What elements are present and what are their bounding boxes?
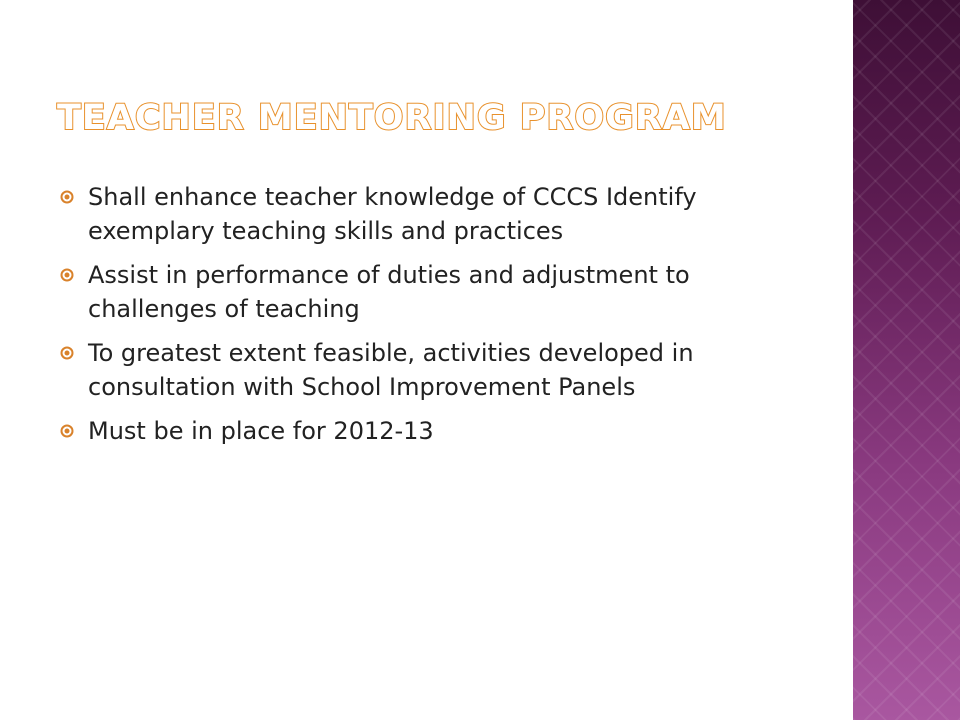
bullet-item bbox=[60, 414, 760, 448]
bullet-list bbox=[60, 180, 760, 458]
bullet-text: Assist in performance of duties and adjustment to challenges of teaching bbox=[88, 261, 690, 323]
slide-title: TEACHER MENTORING PROGRAM bbox=[57, 98, 727, 138]
bullet-item bbox=[60, 258, 760, 326]
bullet-text: Shall enhance teacher knowledge of CCCS Identify exemplary teaching skills and practices bbox=[88, 183, 697, 245]
circled-dot-icon bbox=[60, 268, 74, 282]
circled-dot-icon bbox=[60, 346, 74, 360]
bullet-item bbox=[60, 336, 760, 404]
decorative-side-panel bbox=[853, 0, 960, 720]
bullet-text: To greatest extent feasible, activities developed in consultation with School Improvement Panels bbox=[88, 339, 694, 401]
bullet-item bbox=[60, 180, 760, 248]
circled-dot-icon bbox=[60, 424, 74, 438]
circled-dot-icon bbox=[60, 190, 74, 204]
bullet-text: Must be in place for 2012-13 bbox=[88, 417, 434, 445]
